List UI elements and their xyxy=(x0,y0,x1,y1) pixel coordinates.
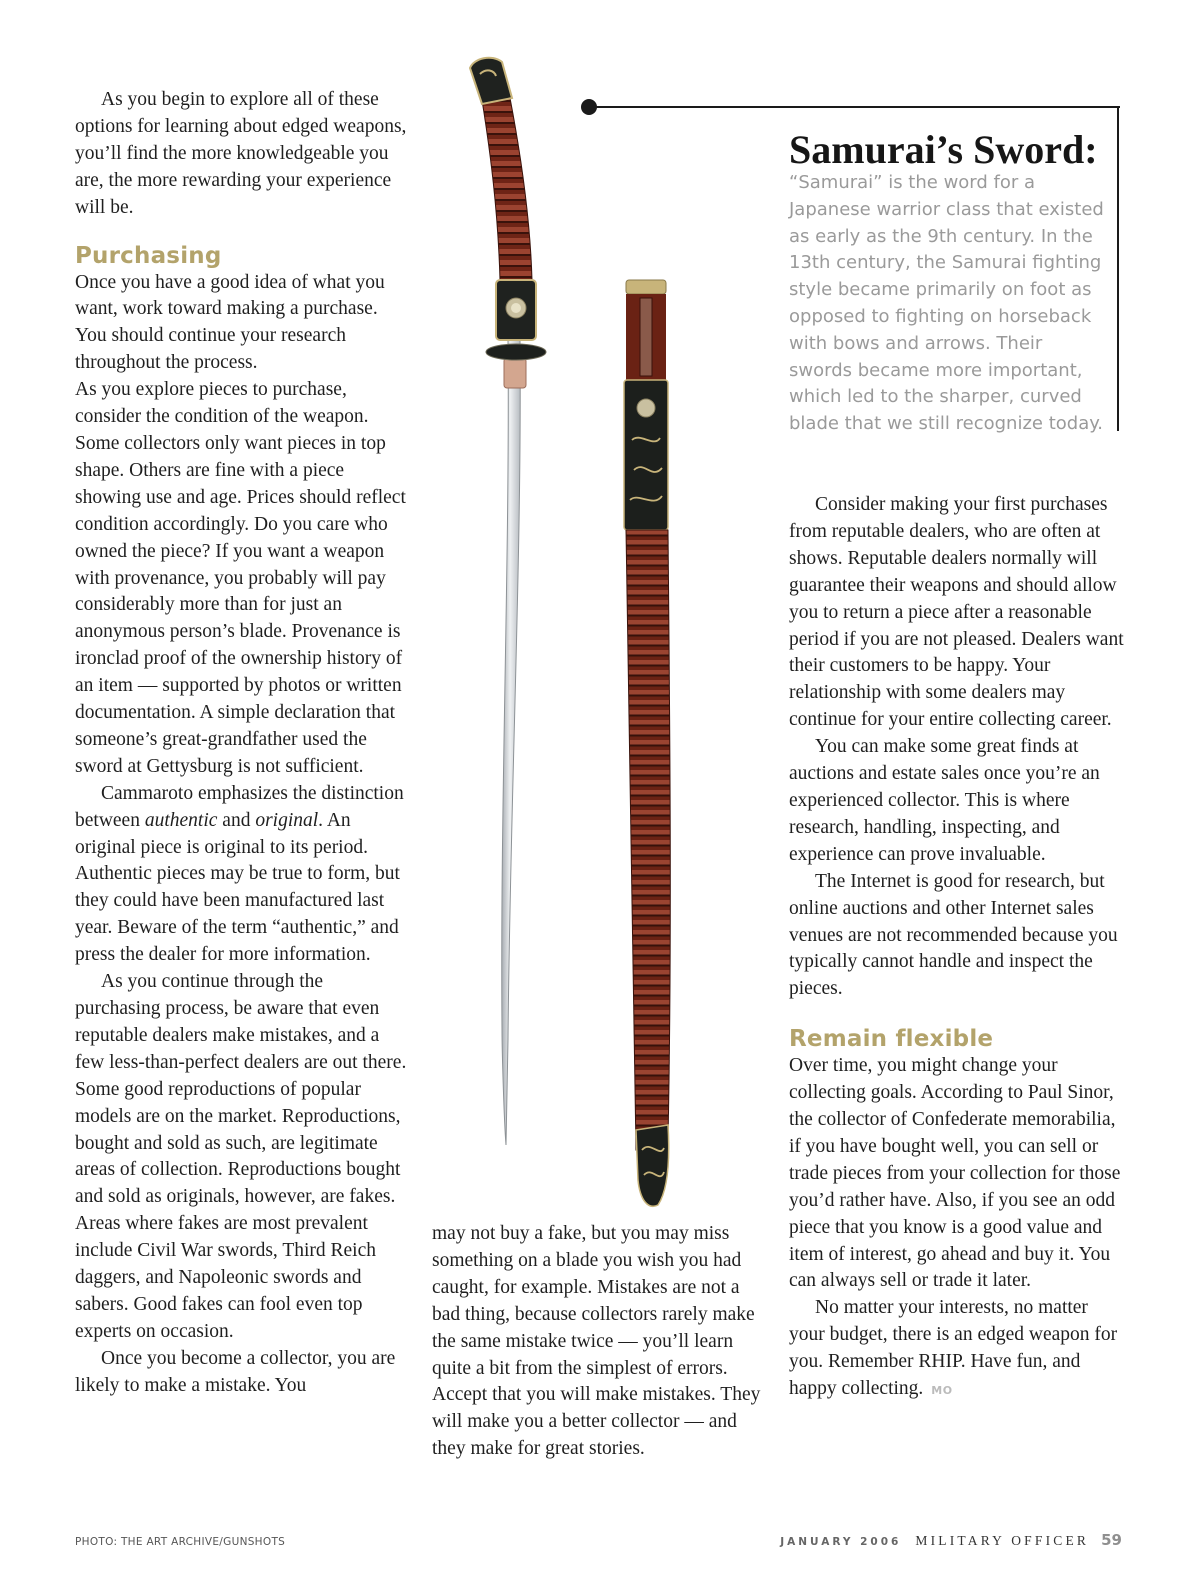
paragraph: Once you have a good idea of what you want, work toward making a purchase. You should continue your research throughout the process. xyxy=(75,271,385,374)
photo-credit: PHOTO: THE ART ARCHIVE/GUNSHOTS xyxy=(75,1536,286,1548)
right-column xyxy=(789,492,1124,1405)
paragraph: As you explore pieces to purchase, consider the condition of the weapon. Some collectors only want pieces in top shape. Others are fine with a piece showing use and age. Prices should reflect condition accordingly. Do you care who owned the piece? If you want a weapon with provenance, you probably will pay considerably more than for just an anonymous person’s blade. Provenance is ironclad proof of the ownership history of an item — supported by photos or written documentation. A simple declaration that someone’s great-grandfather used the sword at Gettysburg is not sufficient. xyxy=(75,379,406,777)
page-number: 59 xyxy=(1101,1531,1122,1549)
scabbard-illustration xyxy=(624,280,670,1206)
paragraph: The Internet is good for research, but online auctions and other Internet sales venues are not recommended because you typically cannot handle and inspect the pieces. xyxy=(789,870,1118,1000)
paragraph: may not buy a fake, but you may miss something on a blade you wish you had caught, for example. Mistakes are not a bad thing, because collectors rarely make the same mistake twice — you’ll learn quite a bit from the simplest of errors. Accept that you will make mistakes. They will make you a better collector — and they make for great stories. xyxy=(432,1223,761,1460)
issue-date: JANUARY 2006 xyxy=(780,1536,902,1548)
paragraph: As you continue through the purchasing process, be aware that even reputable dealers make mistakes, and a few less-than-perfect dealers are out there. Some good reproductions of popular models are on the market. Reproductions, bought and sold as such, are legitimate areas of collection. Reproductions bought and sold as originals, however, are fakes. Areas where fakes are most prevalent include Civil War swords, Third Reich daggers, and Napoleonic swords and sabers. Good fakes can fool even top experts on occasion. xyxy=(75,971,407,1342)
sword-hilt-wrap xyxy=(482,98,532,280)
sword-tsuba xyxy=(486,344,546,360)
sidebar-title: Samurai’s Sword: xyxy=(789,127,1098,172)
paragraph: Consider making your first purchases from reputable dealers, who are often at shows. Reputable dealers normally will guarantee their weapons and should allow you to return a piece after a reasonable period if you are not pleased. Dealers want their customers to be happy. Your relationship with some dealers may continue for your entire collecting career. xyxy=(789,494,1124,731)
folio xyxy=(780,1531,1122,1550)
paragraph: Over time, you might change your collecting goals. According to Paul Sinor, the collector of Confederate memorabilia, if you have bought well, you can sell or trade pieces from your collection for those you’d rather have. Also, if you see an odd piece that you know is a good value and item of interest, go ahead and buy it. You can always sell or trade it later. xyxy=(789,1055,1121,1292)
sword-pommel xyxy=(470,58,512,104)
paragraph: You can make some great finds at auctions and estate sales once you’re an experienced collector. This is where research, handling, inspecting, and experience can prove invaluable. xyxy=(789,736,1100,865)
magazine-name: MILITARY OFFICER xyxy=(915,1533,1090,1548)
paragraph: As you begin to explore all of these options for learning about edged weapons, you’ll find the more knowledgeable you are, the more rewarding your experience will be. xyxy=(75,89,407,218)
sidebar-rule-vertical xyxy=(1117,106,1119,431)
middle-column xyxy=(432,1221,767,1463)
sword-blade xyxy=(502,340,520,1145)
katana-sword-illustration xyxy=(440,40,700,1220)
end-mark: MO xyxy=(931,1384,953,1398)
sidebar-rule xyxy=(590,106,1120,108)
paragraph: No matter your interests, no matter your budget, there is an edged weapon for you. Remember RHIP. Have fun, and happy collecting. MO xyxy=(789,1297,1118,1400)
sword-habaki xyxy=(504,358,526,388)
left-column xyxy=(75,87,410,1400)
section-heading-remain-flexible: Remain flexible xyxy=(789,1026,994,1053)
paragraph: Once you become a collector, you are likely to make a mistake. You xyxy=(75,1347,396,1396)
paragraph: Cammaroto emphasizes the distinction between authentic and original. An original piece is original to its period. Authentic pieces may be true to form, but they could have been manufactured last year. Beware of the term “authentic,” and press the dealer for more information. xyxy=(75,782,404,966)
sidebar-body: “Samurai” is the word for a Japanese warrior class that existed as early as the 9th century. In the 13th century, the Samurai fighting style became primarily on foot as opposed to fighting on horseback with bows and arrows. Their swords became more important, which led to the sharper, curved blade that we still recognize today. xyxy=(789,172,1104,435)
section-heading-purchasing: Purchasing xyxy=(75,242,222,269)
